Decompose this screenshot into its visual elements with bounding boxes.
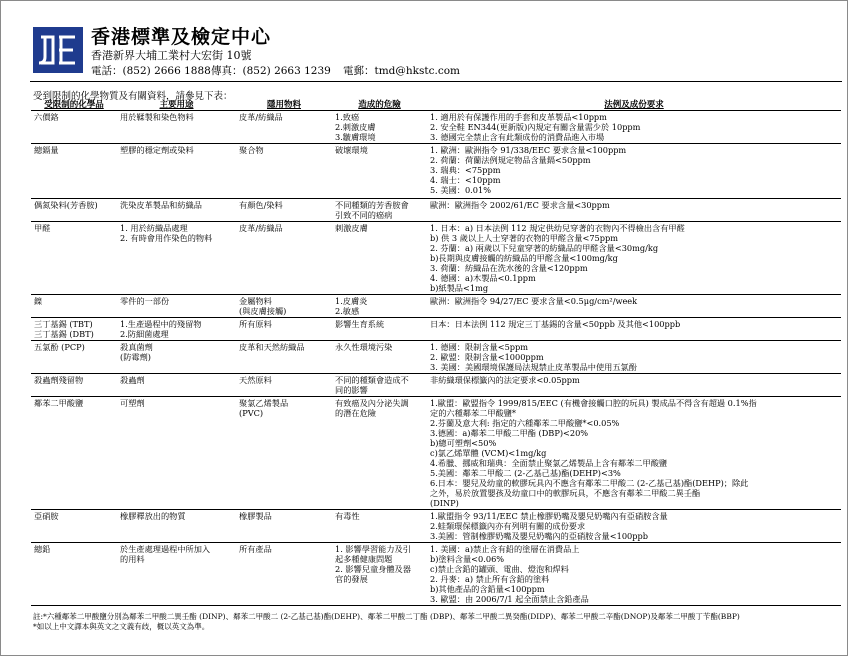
table-cell-c1 bbox=[31, 295, 117, 318]
table-cell-c2 bbox=[117, 341, 236, 374]
cell-line: 1. 日本：a) 日本法例 112 規定供幼兒穿著的衣物內不得檢出含有甲醛 bbox=[430, 223, 685, 233]
table-cell-c2 bbox=[117, 374, 236, 397]
column-header: 受限制的化學品 bbox=[31, 99, 117, 111]
table-cell-c2 bbox=[117, 318, 236, 341]
column-header: 法例及成份要求 bbox=[427, 99, 841, 111]
cell-line: 2. 影響兒童身體及器 bbox=[335, 564, 411, 574]
table-cell-c5 bbox=[427, 318, 841, 341]
cell-line: 1.歐盟指令 93/11/EEC 禁止橡膠奶嘴及嬰兒奶嘴內有亞硝胺含量 bbox=[430, 511, 668, 521]
cell-line: 偶氮染料(芳香胺) bbox=[34, 200, 98, 210]
cell-line: 日本：日本法例 112 規定三丁基錫的含量<50ppb 及其他<100ppb bbox=[430, 319, 681, 329]
table-cell-c4 bbox=[332, 543, 427, 606]
cell-line: 1.致癌 bbox=[335, 112, 360, 122]
cell-line: 2. 有時會用作染色的物料 bbox=[120, 233, 213, 243]
cell-line: 1. 影響學習能力及引 bbox=[335, 544, 411, 554]
hkstc-logo bbox=[33, 27, 83, 73]
table-cell-c2 bbox=[117, 510, 236, 543]
column-header: 主要用途 bbox=[117, 99, 236, 111]
cell-line: b)長期與皮膚接觸的紡織品的甲醛含量<100mg/kg bbox=[430, 253, 618, 263]
cell-line: 刺激皮膚 bbox=[335, 223, 368, 233]
table-cell-c4 bbox=[332, 295, 427, 318]
table-cell-c2 bbox=[117, 144, 236, 199]
table-cell-c5 bbox=[427, 295, 841, 318]
cell-line: 聚氯乙烯製品 bbox=[239, 398, 289, 408]
cell-line: 2. 荷蘭：荷蘭法例規定物品含量鎘<50ppm bbox=[430, 155, 591, 165]
table-row bbox=[31, 374, 841, 397]
intro-text: 受到限制的化學物質及有關資料，請參見下表： bbox=[33, 91, 233, 102]
table-row bbox=[31, 144, 841, 199]
table-row bbox=[31, 341, 841, 374]
cell-line: 2.蛙類環保標籤內亦有列明有關的成份要求 bbox=[430, 521, 586, 531]
table-cell-c5 bbox=[427, 222, 841, 295]
cell-line: 用於鞣製和染色物料 bbox=[120, 112, 194, 122]
table-cell-c4 bbox=[332, 199, 427, 222]
cell-line: 不同種類的芳香胺會 bbox=[335, 200, 409, 210]
cell-line: 2. 芬蘭：a) 兩歲以下兒童穿著的紡織品的甲醛含量<30mg/kg bbox=[430, 243, 659, 253]
cell-line: 3.美國：管制橡膠奶嘴及嬰兒奶嘴內的亞硝胺含量<100ppb bbox=[430, 531, 648, 541]
cell-line: 定的六種鄰苯二甲酸鹽* bbox=[430, 408, 516, 418]
table-row bbox=[31, 397, 841, 510]
table-cell-c3 bbox=[236, 111, 332, 144]
cell-line: b)塗料含量<0.06% bbox=[430, 554, 505, 564]
column-header: 造成的危險 bbox=[332, 99, 427, 111]
table-cell-c3 bbox=[236, 374, 332, 397]
cell-line: b)總可塑劑<50% bbox=[430, 438, 497, 448]
table-cell-c2 bbox=[117, 543, 236, 606]
footnote-line: *如以上中文譯本與英文之文義有歧，概以英文為準。 bbox=[33, 622, 210, 631]
restricted-chemicals-table bbox=[31, 99, 841, 606]
cell-line: b) 供 3 歲以上人士穿著的衣物的甲醛含量<75ppm bbox=[430, 233, 618, 243]
cell-line: 塑膠的穩定劑或染料 bbox=[120, 145, 194, 155]
cell-line: 皮革/紡織品 bbox=[239, 112, 283, 122]
cell-line: c)禁止含鉛的罐頭、電曲、燈泡和焊料 bbox=[430, 564, 569, 574]
table-cell-c5 bbox=[427, 199, 841, 222]
cell-line: c)氯乙烯單體 (VCM)<1mg/kg bbox=[430, 448, 547, 458]
cell-line: 皮革和天然紡織品 bbox=[239, 342, 305, 352]
cell-line: 有致癌及內分泌失調 bbox=[335, 398, 409, 408]
table-cell-c5 bbox=[427, 543, 841, 606]
fax-text: 傳真：(852) 2663 1239 bbox=[211, 65, 331, 77]
cell-line: 3. 美國：美國環境保護局法規禁止皮革製品中使用五氯酚 bbox=[430, 362, 637, 372]
cell-line: 總鎘量 bbox=[34, 145, 59, 155]
cell-line: (防霉劑) bbox=[120, 352, 151, 362]
cell-line: 零件的一部份 bbox=[120, 296, 170, 306]
table-cell-c2 bbox=[117, 295, 236, 318]
table-cell-c3 bbox=[236, 222, 332, 295]
cell-line: 4. 德國：a)木製品<0.1ppm bbox=[430, 273, 536, 283]
table-cell-c2 bbox=[117, 397, 236, 510]
cell-line: 4.希臘、挪威和瑞典：全面禁止聚氯乙烯製品上含有鄰苯二甲酸鹽 bbox=[430, 458, 668, 468]
cell-line: 6.日本：嬰兒及幼童的軟膠玩具內不應含有鄰苯二甲酸二 (2-乙基己基)酯(DEHP)；除此 bbox=[430, 478, 749, 488]
table-cell-c3 bbox=[236, 510, 332, 543]
cell-line: 有顏色/染料 bbox=[239, 200, 283, 210]
footnote-line: 註:*六種鄰苯二甲酸鹽分別為鄰苯二甲酸二異壬酯 (DINP)、鄰苯二甲酸二 (2-乙基己基)酯(DEHP)、鄰苯二甲酸二丁酯 (DBP)、鄰苯二甲酸二異癸酯(DIDP)、鄰苯二甲酸二辛酯(DNOP)及鄰苯二甲酸丁苄酯(BBP) bbox=[33, 612, 740, 621]
cell-line: 3.德國：a)鄰苯二甲酸二甲酯 (DBP)<20% bbox=[430, 428, 589, 438]
cell-line: 殺真菌劑 bbox=[120, 342, 153, 352]
cell-line: 2.刺激皮膚 bbox=[335, 122, 376, 132]
table-cell-c1 bbox=[31, 510, 117, 543]
cell-line: 1. 德國：限制含量<5ppm bbox=[430, 342, 529, 352]
cell-line: 3. 德國完全禁止含有此類成份的消費品進入市場 bbox=[430, 132, 605, 142]
table-cell-c1 bbox=[31, 543, 117, 606]
cell-line: 1.生產過程中的殘留物 bbox=[120, 319, 202, 329]
header-divider bbox=[30, 81, 842, 82]
cell-line: 破壞環境 bbox=[335, 145, 368, 155]
table-cell-c2 bbox=[117, 199, 236, 222]
table-cell-c3 bbox=[236, 543, 332, 606]
cell-line: 天然原料 bbox=[239, 375, 272, 385]
table-cell-c3 bbox=[236, 144, 332, 199]
cell-line: (DINP) bbox=[430, 498, 459, 508]
cell-line: (PVC) bbox=[239, 408, 264, 418]
cell-line: 2. 丹麥：a) 禁止所有含鉛的塗料 bbox=[430, 574, 550, 584]
cell-line: 永久性環境污染 bbox=[335, 342, 393, 352]
table-cell-c4 bbox=[332, 111, 427, 144]
cell-line: 1. 美國：a)禁止含有鉛的塗層在消費品上 bbox=[430, 544, 580, 554]
table-cell-c5 bbox=[427, 144, 841, 199]
cell-line: 有毒性 bbox=[335, 511, 360, 521]
column-header: 隱用物料 bbox=[236, 99, 332, 111]
cell-line: 六價鉻 bbox=[34, 112, 59, 122]
cell-line: 1.皮膚炎 bbox=[335, 296, 368, 306]
cell-line: 所有原料 bbox=[239, 319, 272, 329]
email-text: 電郵：tmd@hkstc.com bbox=[343, 65, 461, 77]
cell-line: 5.美國：鄰苯二甲酸二 (2-乙基己基)酯(DEHP)<3% bbox=[430, 468, 621, 478]
cell-line: 非紡織環保標籤內的法定要求<0.05ppm bbox=[430, 375, 580, 385]
table-row bbox=[31, 199, 841, 222]
table-row bbox=[31, 295, 841, 318]
cell-line: 殺蟲劑殘留物 bbox=[34, 375, 84, 385]
cell-line: 殺蟲劑 bbox=[120, 375, 145, 385]
table-cell-c1 bbox=[31, 222, 117, 295]
cell-line: 鄰苯二甲酸鹽 bbox=[34, 398, 84, 408]
table-cell-c3 bbox=[236, 318, 332, 341]
cell-line: 1.歐盟：歐盟指令 1999/815/EEC (有機會接觸口腔的玩具) 製成品不得含有超過 0.1%指 bbox=[430, 398, 757, 408]
table-cell-c4 bbox=[332, 341, 427, 374]
org-address: 香港新界大埔工業村大宏街 10號 bbox=[91, 49, 252, 62]
table-cell-c5 bbox=[427, 510, 841, 543]
footnotes bbox=[33, 612, 740, 632]
cell-line: 3. 荷蘭：紡織品在洗水後的含量<120ppm bbox=[430, 263, 588, 273]
table-cell-c4 bbox=[332, 510, 427, 543]
table-row bbox=[31, 543, 841, 606]
cell-line: 引致不同的癌病 bbox=[335, 210, 393, 220]
cell-line: 橡膠釋放出的物質 bbox=[120, 511, 186, 521]
table-cell-c1 bbox=[31, 318, 117, 341]
table-cell-c4 bbox=[332, 397, 427, 510]
table-cell-c4 bbox=[332, 318, 427, 341]
cell-line: b)紙製品<1mg bbox=[430, 283, 489, 293]
cell-line: 甲醛 bbox=[34, 223, 51, 233]
cell-line: 1. 用於紡織品處理 bbox=[120, 223, 188, 233]
phone-text: 電話：(852) 2666 1888 bbox=[91, 65, 211, 77]
table-cell-c3 bbox=[236, 341, 332, 374]
cell-line: 的用料 bbox=[120, 554, 145, 564]
cell-line: 五氯酚 (PCP) bbox=[34, 342, 85, 352]
cell-line: 於生產處理過程中所加入 bbox=[120, 544, 211, 554]
table-cell-c4 bbox=[332, 222, 427, 295]
table-cell-c2 bbox=[117, 222, 236, 295]
cell-line: 官的發展 bbox=[335, 574, 368, 584]
table-row bbox=[31, 222, 841, 295]
cell-line: b)其他產品的含鉛量<100ppm bbox=[430, 584, 545, 594]
cell-line: 3. 歐盟：由 2006/7/1 起全面禁止含鉛產品 bbox=[430, 594, 589, 604]
cell-line: 3. 瑞典：<75ppm bbox=[430, 165, 501, 175]
table-cell-c5 bbox=[427, 397, 841, 510]
cell-line: 影響生育系統 bbox=[335, 319, 385, 329]
cell-line: 2.防細菌處理 bbox=[120, 329, 169, 339]
cell-line: 2.芬蘭及意大利: 指定的六種鄰苯二甲酸鹽*<0.05% bbox=[430, 418, 620, 428]
cell-line: 的潛在危險 bbox=[335, 408, 376, 418]
cell-line: 三丁基錫 (TBT) bbox=[34, 319, 93, 329]
cell-line: 4. 瑞士：<10ppm bbox=[430, 175, 501, 185]
cell-line: 可塑劑 bbox=[120, 398, 145, 408]
cell-line: 所有產品 bbox=[239, 544, 272, 554]
table-row bbox=[31, 111, 841, 144]
table-cell-c3 bbox=[236, 295, 332, 318]
cell-line: 1. 歐洲：歐洲指令 91/338/EEC 要求含量<100ppm bbox=[430, 145, 627, 155]
table-cell-c3 bbox=[236, 397, 332, 510]
table-cell-c5 bbox=[427, 374, 841, 397]
cell-line: 起多種健康問題 bbox=[335, 554, 393, 564]
table-cell-c3 bbox=[236, 199, 332, 222]
cell-line: 皮革/紡織品 bbox=[239, 223, 283, 233]
table-cell-c5 bbox=[427, 111, 841, 144]
cell-line: 總鉛 bbox=[34, 544, 51, 554]
table-cell-c5 bbox=[427, 341, 841, 374]
table-cell-c2 bbox=[117, 111, 236, 144]
table-cell-c1 bbox=[31, 199, 117, 222]
cell-line: (與皮膚接觸) bbox=[239, 306, 287, 316]
cell-line: 5. 美國：0.01% bbox=[430, 185, 491, 195]
cell-line: 橡膠製品 bbox=[239, 511, 272, 521]
cell-line: 2. 安全鞋 EN344(更新版)內規定有關含量需少於 10ppm bbox=[430, 122, 641, 132]
cell-line: 之外，易於放置嬰孩及幼童口中的軟膠玩具，不應含有鄰苯二甲酸二異壬酯 bbox=[430, 488, 701, 498]
table-cell-c1 bbox=[31, 341, 117, 374]
cell-line: 不同的種類會造成不 bbox=[335, 375, 409, 385]
organization-info bbox=[91, 26, 271, 63]
cell-line: 1. 適用於有保護作用的手套和皮革製品<10ppm bbox=[430, 112, 607, 122]
cell-line: 2.敏感 bbox=[335, 306, 360, 316]
cell-line: 同的影響 bbox=[335, 385, 368, 395]
table-cell-c1 bbox=[31, 374, 117, 397]
cell-line: 3.皺膚環境 bbox=[335, 132, 376, 142]
cell-line: 三丁基錫 (DBT) bbox=[34, 329, 94, 339]
cell-line: 洗染皮革製品和紡織品 bbox=[120, 200, 202, 210]
table-row bbox=[31, 318, 841, 341]
cell-line: 2. 歐盟：限制含量<1000ppm bbox=[430, 352, 544, 362]
table-cell-c1 bbox=[31, 111, 117, 144]
cell-line: 歐洲：歐洲指令 94/27/EC 要求含量<0.5μg/cm²/week bbox=[430, 296, 638, 306]
cell-line: 亞硝胺 bbox=[34, 511, 59, 521]
table-cell-c1 bbox=[31, 144, 117, 199]
org-name: 香港標準及檢定中心 bbox=[91, 26, 272, 48]
cell-line: 歐洲：歐洲指令 2002/61/EC 要求含量<30ppm bbox=[430, 200, 610, 210]
cell-line: 金屬物料 bbox=[239, 296, 272, 306]
table-cell-c1 bbox=[31, 397, 117, 510]
table-cell-c4 bbox=[332, 374, 427, 397]
cell-line: 鎳 bbox=[34, 296, 43, 306]
table-header-row bbox=[31, 99, 841, 111]
table-cell-c4 bbox=[332, 144, 427, 199]
table-row bbox=[31, 510, 841, 543]
cell-line: 聚合物 bbox=[239, 145, 264, 155]
